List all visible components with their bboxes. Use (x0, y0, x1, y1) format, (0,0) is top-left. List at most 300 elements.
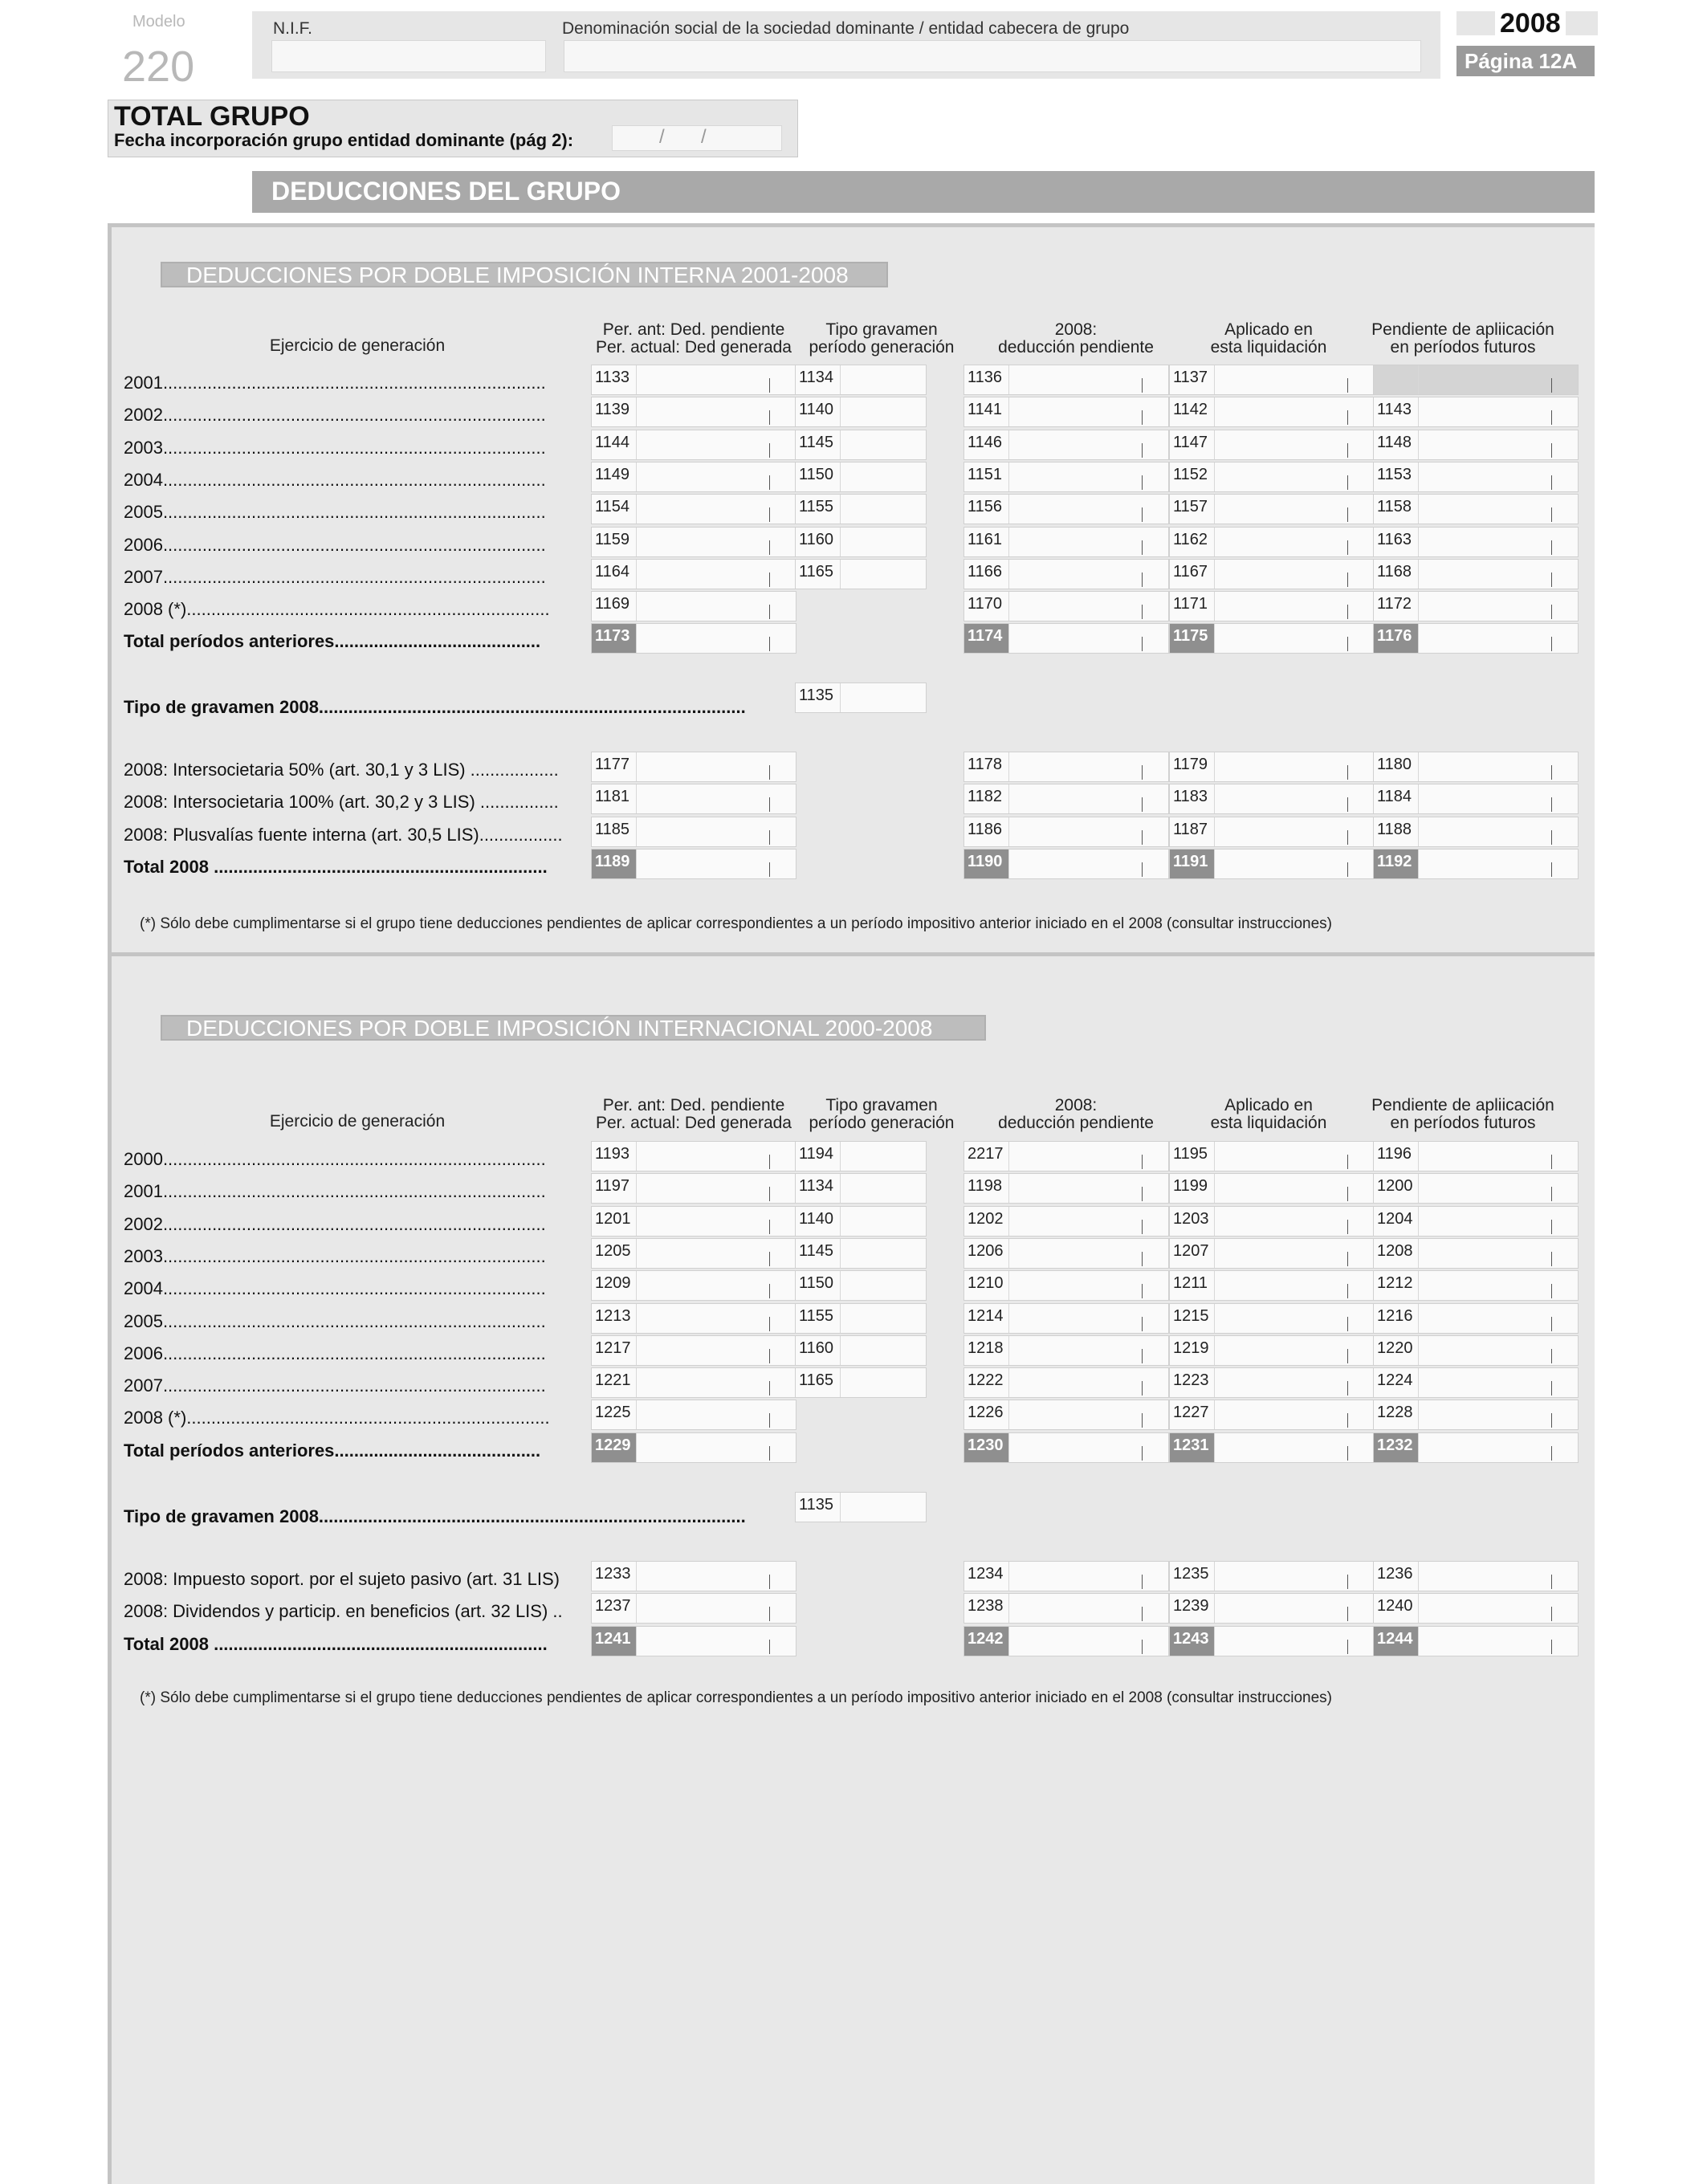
box-code: 1145 (796, 1239, 841, 1268)
box-code: 1222 (964, 1368, 1009, 1397)
decimal-separator (1142, 765, 1143, 780)
decimal-separator (1142, 1317, 1143, 1331)
box-code: 1172 (1374, 592, 1419, 621)
form-field[interactable] (795, 1173, 927, 1204)
form-field[interactable] (1373, 1141, 1579, 1171)
decimal-separator (769, 797, 770, 812)
box-code: 1240 (1374, 1594, 1419, 1623)
form-field[interactable] (795, 397, 927, 427)
form-field[interactable] (1169, 494, 1375, 524)
row-label: 2002.............................................................................. (124, 1213, 546, 1234)
form-field[interactable] (1373, 1270, 1579, 1301)
decimal-separator (1551, 1284, 1552, 1298)
form-field[interactable] (795, 1303, 927, 1334)
box-code: 1210 (964, 1271, 1009, 1300)
form-field[interactable] (795, 494, 927, 524)
form-field[interactable] (1169, 1173, 1375, 1204)
form-field[interactable] (591, 1238, 796, 1269)
form-field[interactable] (1373, 527, 1579, 557)
box-code: 1134 (796, 365, 841, 394)
form-field[interactable] (1169, 365, 1375, 395)
decimal-separator (1347, 765, 1348, 780)
decimal-separator (1142, 605, 1143, 619)
modelo-number: 220 (122, 43, 195, 91)
row-label: 2006.............................................................................. (124, 534, 546, 555)
decimal-separator (769, 1607, 770, 1621)
form-field[interactable] (795, 527, 927, 557)
box-code: 1183 (1170, 784, 1215, 813)
form-field[interactable] (591, 365, 796, 395)
form-field[interactable] (591, 430, 796, 460)
form-field[interactable] (795, 1270, 927, 1301)
form-field[interactable] (1373, 849, 1579, 879)
form-field[interactable] (963, 1561, 1169, 1591)
decimal-separator (1142, 378, 1143, 393)
box-code: 1169 (592, 592, 637, 621)
total-grupo-title: TOTAL GRUPO (114, 101, 310, 132)
decimal-separator (1142, 1640, 1143, 1654)
form-field[interactable] (591, 462, 796, 492)
decimal-separator (769, 443, 770, 458)
decimal-separator (1551, 1252, 1552, 1266)
form-field[interactable] (795, 559, 927, 589)
box-code: 1175 (1170, 624, 1215, 653)
box-code: 1199 (1170, 1174, 1215, 1203)
box-code: 1165 (796, 1368, 841, 1397)
form-field[interactable] (963, 1238, 1169, 1269)
decimal-separator (1142, 540, 1143, 555)
decimal-separator (1142, 1252, 1143, 1266)
box-code: 1232 (1374, 1433, 1419, 1462)
row-label: 2007.............................................................................. (124, 566, 546, 587)
decimal-separator (769, 1446, 770, 1461)
col-header-ejercicio: Ejercicio de generación (269, 336, 446, 355)
form-field[interactable] (963, 1303, 1169, 1334)
box-code: 1195 (1170, 1142, 1215, 1171)
form-field[interactable] (1373, 1432, 1579, 1463)
box-code: 1185 (592, 817, 637, 846)
form-field[interactable] (1169, 1206, 1375, 1237)
decimal-separator (1347, 1575, 1348, 1589)
form-field[interactable] (963, 1400, 1169, 1430)
form-field[interactable] (1169, 1400, 1375, 1430)
form-field[interactable] (591, 1335, 796, 1366)
form-field[interactable] (591, 397, 796, 427)
decimal-separator (1347, 443, 1348, 458)
row-label: 2004.............................................................................. (124, 469, 546, 490)
form-field[interactable] (1373, 591, 1579, 621)
form-field[interactable] (591, 1400, 796, 1430)
form-field[interactable] (1169, 784, 1375, 814)
form-field[interactable] (1169, 1593, 1375, 1624)
decimal-separator (1551, 637, 1552, 651)
decimal-separator (1347, 1317, 1348, 1331)
form-field[interactable] (1169, 752, 1375, 782)
box-code: 1179 (1170, 752, 1215, 781)
decimal-separator (1551, 1155, 1552, 1169)
nif-field[interactable] (271, 40, 546, 72)
decimal-separator (1347, 1220, 1348, 1234)
form-field[interactable] (795, 1367, 927, 1398)
row-label: 2006.............................................................................. (124, 1343, 546, 1363)
row-label: 2000.............................................................................. (124, 1149, 546, 1169)
form-field[interactable] (1169, 817, 1375, 847)
form-field[interactable] (1169, 430, 1375, 460)
decimal-separator (1142, 1607, 1143, 1621)
decimal-separator (769, 830, 770, 845)
form-field[interactable] (1169, 1561, 1375, 1591)
decimal-separator (769, 765, 770, 780)
form-field[interactable] (591, 849, 796, 879)
box-code: 1226 (964, 1400, 1009, 1429)
box-code: 1161 (964, 528, 1009, 556)
decimal-separator (1551, 1575, 1552, 1589)
box-code: 1230 (964, 1433, 1009, 1462)
form-field[interactable] (963, 1141, 1169, 1171)
form-field[interactable] (1373, 430, 1579, 460)
box-code: 1143 (1374, 397, 1419, 426)
form-field[interactable] (1373, 559, 1579, 589)
form-field[interactable] (591, 1141, 796, 1171)
decimal-separator (1347, 572, 1348, 587)
form-field[interactable] (591, 1270, 796, 1301)
box-code: 1176 (1374, 624, 1419, 653)
box-code: 1241 (592, 1627, 637, 1656)
form-field[interactable] (1169, 1432, 1375, 1463)
box-code: 1173 (592, 624, 637, 653)
tipo-gravamen-field[interactable] (795, 1492, 927, 1522)
form-field[interactable] (963, 559, 1169, 589)
form-field[interactable] (963, 591, 1169, 621)
decimal-separator (769, 1640, 770, 1654)
form-field[interactable] (591, 817, 796, 847)
form-field[interactable] (591, 1626, 796, 1656)
form-field[interactable] (1373, 1626, 1579, 1656)
col-header-c3-line2: deducción pendiente (998, 1114, 1154, 1132)
form-field[interactable] (1373, 397, 1579, 427)
form-field[interactable] (963, 784, 1169, 814)
decimal-separator (1142, 1349, 1143, 1363)
form-field[interactable] (1169, 1367, 1375, 1398)
form-field[interactable] (963, 365, 1169, 395)
decimal-separator (769, 410, 770, 425)
form-field[interactable] (1169, 1270, 1375, 1301)
form-field[interactable] (1373, 1206, 1579, 1237)
box-code: 1168 (1374, 560, 1419, 589)
decimal-separator (1347, 1381, 1348, 1396)
form-field[interactable] (591, 591, 796, 621)
box-code: 1181 (592, 784, 637, 813)
form-field[interactable] (963, 817, 1169, 847)
form-field[interactable] (1373, 462, 1579, 492)
form-field[interactable] (963, 849, 1169, 879)
box-code: 1234 (964, 1562, 1009, 1591)
col-header-c4-line1: Aplicado en (1224, 1096, 1313, 1114)
decimal-separator (1347, 637, 1348, 651)
decimal-separator (1551, 1349, 1552, 1363)
box-code: 1142 (1170, 397, 1215, 426)
decimal-separator (1347, 797, 1348, 812)
box-code: 1228 (1374, 1400, 1419, 1429)
row-label: 2005.............................................................................. (124, 502, 546, 523)
decimal-separator (769, 605, 770, 619)
box-code: 1190 (964, 850, 1009, 878)
form-field[interactable] (963, 1173, 1169, 1204)
box-code: 1159 (592, 528, 637, 556)
year-label: 2008 (1495, 8, 1566, 39)
box-code: 1133 (592, 365, 637, 394)
row-label: Total períodos anteriores.......................................... (124, 1440, 541, 1461)
decimal-separator (1551, 1381, 1552, 1396)
form-field[interactable] (591, 1432, 796, 1463)
box-code: 1243 (1170, 1627, 1215, 1656)
box-code: 1139 (592, 397, 637, 426)
decimal-separator (1347, 475, 1348, 490)
decimal-separator (1347, 1446, 1348, 1461)
form-field[interactable] (1373, 1561, 1579, 1591)
form-field[interactable] (1169, 591, 1375, 621)
box-code: 1219 (1170, 1336, 1215, 1365)
tipo-gravamen-label: Tipo de gravamen 2008....................................................................................... (124, 697, 746, 717)
form-field[interactable] (591, 494, 796, 524)
form-field[interactable] (1373, 752, 1579, 782)
row-label: 2003.............................................................................. (124, 437, 546, 458)
tipo-gravamen-field[interactable] (795, 682, 927, 713)
box-code (1374, 365, 1419, 394)
decimal-separator (769, 1413, 770, 1428)
form-field[interactable] (591, 559, 796, 589)
form-field[interactable] (1169, 1335, 1375, 1366)
form-field[interactable] (591, 1303, 796, 1334)
form-field[interactable] (591, 784, 796, 814)
form-field[interactable] (963, 752, 1169, 782)
box-code: 1206 (964, 1239, 1009, 1268)
form-field[interactable] (591, 752, 796, 782)
box-code: 1165 (796, 560, 841, 589)
box-code: 1229 (592, 1433, 637, 1462)
box-code: 1157 (1170, 495, 1215, 524)
row-label: 2008: Impuesto soport. por el sujeto pasivo (art. 31 LIS) (124, 1569, 560, 1589)
decimal-separator (1551, 1220, 1552, 1234)
form-field[interactable] (1373, 1367, 1579, 1398)
box-code: 1146 (964, 430, 1009, 459)
form-field[interactable] (963, 1270, 1169, 1301)
form-field[interactable] (795, 1141, 927, 1171)
col-header-c4-line2: esta liquidación (1210, 1114, 1327, 1132)
row-label: 2008: Plusvalías fuente interna (art. 30,5 LIS)................. (124, 824, 563, 845)
form-field[interactable] (795, 1206, 927, 1237)
decimal-separator (769, 1381, 770, 1396)
box-code: 1244 (1374, 1627, 1419, 1656)
form-field[interactable] (1169, 1141, 1375, 1171)
row-label: Total 2008 .................................................................... (124, 856, 548, 877)
form-field[interactable] (1169, 623, 1375, 654)
col-header-c5-line1: Pendiente de apliicación (1371, 320, 1554, 339)
row-label: 2002.............................................................................. (124, 405, 546, 426)
decimal-separator (1551, 862, 1552, 877)
decimal-separator (1142, 410, 1143, 425)
nif-label: N.I.F. (273, 19, 313, 38)
box-code: 1213 (592, 1304, 637, 1333)
decimal-separator (1347, 1413, 1348, 1428)
row-label: 2008 (*).......................................................................... (124, 599, 550, 620)
form-field[interactable] (591, 1367, 796, 1398)
box-code: 1137 (1170, 365, 1215, 394)
form-field[interactable] (1373, 1335, 1579, 1366)
box-code: 1205 (592, 1239, 637, 1268)
box-code: 1140 (796, 1207, 841, 1236)
form-field[interactable] (963, 1593, 1169, 1624)
form-field[interactable] (1373, 494, 1579, 524)
box-code: 1201 (592, 1207, 637, 1236)
box-code: 1224 (1374, 1368, 1419, 1397)
box-code: 2217 (964, 1142, 1009, 1171)
form-field[interactable] (963, 1335, 1169, 1366)
box-code: 1218 (964, 1336, 1009, 1365)
decimal-separator (1142, 1155, 1143, 1169)
form-field[interactable] (1169, 397, 1375, 427)
form-field[interactable] (1169, 527, 1375, 557)
box-code: 1192 (1374, 850, 1419, 878)
date-separator: / (659, 126, 665, 148)
box-code: 1225 (592, 1400, 637, 1429)
form-field[interactable] (1169, 559, 1375, 589)
decimal-separator (1142, 443, 1143, 458)
decimal-separator (1551, 475, 1552, 490)
box-code: 1149 (592, 462, 637, 491)
decimal-separator (1142, 507, 1143, 522)
box-code: 1227 (1170, 1400, 1215, 1429)
box-code: 1151 (964, 462, 1009, 491)
col-header-c2-line2: período generación (809, 1114, 955, 1132)
box-code: 1197 (592, 1174, 637, 1203)
form-field[interactable] (1373, 784, 1579, 814)
decimal-separator (1142, 1413, 1143, 1428)
form-field[interactable] (591, 1206, 796, 1237)
form-field[interactable] (1373, 365, 1579, 395)
decimal-separator (1142, 1220, 1143, 1234)
decimal-separator (1347, 378, 1348, 393)
box-code: 1215 (1170, 1304, 1215, 1333)
box-code: 1220 (1374, 1336, 1419, 1365)
form-field[interactable] (1373, 1238, 1579, 1269)
box-code: 1160 (796, 1336, 841, 1365)
decimal-separator (769, 540, 770, 555)
col-header-c4-line2: esta liquidación (1210, 338, 1327, 357)
decimal-separator (1347, 507, 1348, 522)
form-field[interactable] (1373, 1303, 1579, 1334)
row-label: 2008 (*).......................................................................... (124, 1408, 550, 1428)
decimal-separator (1551, 540, 1552, 555)
decimal-separator (1551, 1317, 1552, 1331)
box-code: 1208 (1374, 1239, 1419, 1268)
modelo-label: Modelo (132, 13, 185, 31)
date-separator: / (701, 126, 707, 148)
box-code: 1155 (796, 1304, 841, 1333)
form-field[interactable] (1169, 1303, 1375, 1334)
decimal-separator (769, 1220, 770, 1234)
decimal-separator (1551, 765, 1552, 780)
fecha-incorporacion-label: Fecha incorporación grupo entidad dominante (pág 2): (114, 130, 574, 150)
box-code: 1217 (592, 1336, 637, 1365)
tipo-gravamen-label: Tipo de gravamen 2008....................................................................................... (124, 1506, 746, 1526)
form-field[interactable] (795, 430, 927, 460)
box-code: 1200 (1374, 1174, 1419, 1203)
form-field[interactable] (1169, 1626, 1375, 1656)
decimal-separator (1142, 637, 1143, 651)
form-field[interactable] (795, 462, 927, 492)
box-code: 1223 (1170, 1368, 1215, 1397)
form-field[interactable] (1373, 1593, 1579, 1624)
decimal-separator (1142, 572, 1143, 587)
col-header-c2-line2: período generación (809, 338, 955, 357)
box-code: 1194 (796, 1142, 841, 1171)
form-field[interactable] (591, 1173, 796, 1204)
form-field[interactable] (795, 365, 927, 395)
decimal-separator (769, 572, 770, 587)
form-field[interactable] (963, 623, 1169, 654)
decimal-separator (1142, 1575, 1143, 1589)
decimal-separator (1347, 410, 1348, 425)
decimal-separator (769, 1349, 770, 1363)
form-field[interactable] (1169, 462, 1375, 492)
form-field[interactable] (795, 1238, 927, 1269)
row-label: 2001.............................................................................. (124, 373, 546, 393)
decimal-separator (1551, 378, 1552, 393)
decimal-separator (1142, 862, 1143, 877)
form-field[interactable] (963, 1367, 1169, 1398)
form-field[interactable] (963, 1432, 1169, 1463)
form-field[interactable] (591, 527, 796, 557)
box-code: 1152 (1170, 462, 1215, 491)
decimal-separator (1347, 1607, 1348, 1621)
form-field[interactable] (963, 494, 1169, 524)
form-field[interactable] (1373, 1400, 1579, 1430)
box-code: 1163 (1374, 528, 1419, 556)
box-code: 1135 (796, 683, 841, 712)
box-code: 1171 (1170, 592, 1215, 621)
fecha-incorporacion-field[interactable] (612, 125, 782, 151)
row-label: 2005.............................................................................. (124, 1310, 546, 1331)
row-label: 2004.............................................................................. (124, 1278, 546, 1299)
form-field[interactable] (963, 462, 1169, 492)
form-field[interactable] (963, 397, 1169, 427)
denominacion-field[interactable] (564, 40, 1421, 72)
form-field[interactable] (963, 527, 1169, 557)
decimal-separator (769, 475, 770, 490)
form-field[interactable] (591, 1561, 796, 1591)
row-label: Total períodos anteriores.......................................... (124, 631, 541, 652)
row-label: 2003.............................................................................. (124, 1245, 546, 1266)
decimal-separator (769, 1575, 770, 1589)
form-field[interactable] (1169, 849, 1375, 879)
form-field[interactable] (591, 623, 796, 654)
decimal-separator (1347, 862, 1348, 877)
form-field[interactable] (591, 1593, 796, 1624)
form-field[interactable] (1373, 1173, 1579, 1204)
box-code: 1160 (796, 528, 841, 556)
box-code: 1180 (1374, 752, 1419, 781)
decimal-separator (1347, 540, 1348, 555)
form-field[interactable] (1373, 817, 1579, 847)
form-field[interactable] (1169, 1238, 1375, 1269)
form-field[interactable] (963, 430, 1169, 460)
form-field[interactable] (795, 1335, 927, 1366)
box-code: 1193 (592, 1142, 637, 1171)
form-field[interactable] (963, 1626, 1169, 1656)
form-field[interactable] (963, 1206, 1169, 1237)
form-field[interactable] (1373, 623, 1579, 654)
